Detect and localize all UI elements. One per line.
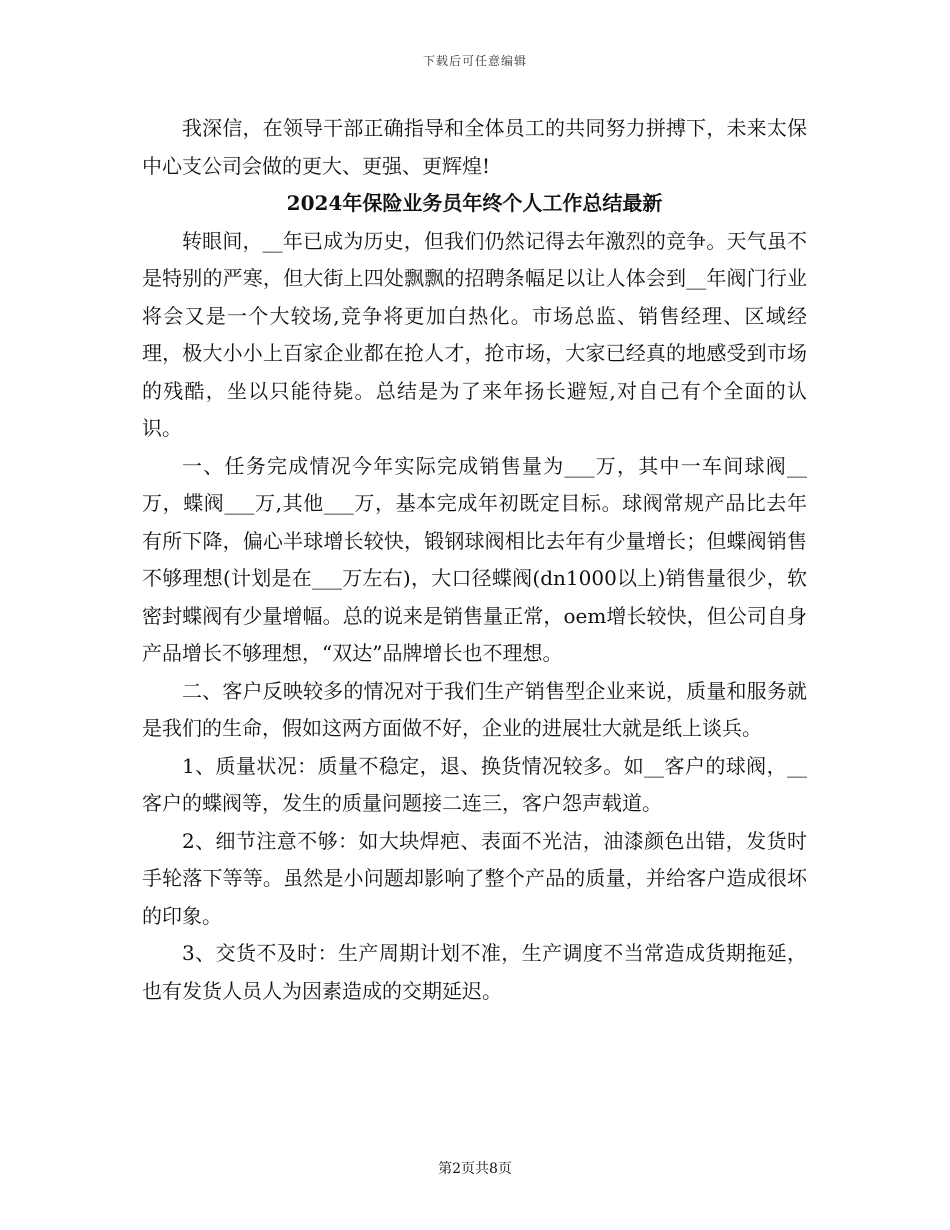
document-title: 2024年保险业务员年终个人工作总结最新 (286, 191, 663, 215)
page-footer: 第2页共8页 (438, 1161, 512, 1177)
paragraph-section-1: 一、任务完成情况今年实际完成销售量为___万，其中一车间球阀__万，蝶阀___万,其他___万，基本完成年初既定目标。球阀常规产品比去年有所下降，偏心半球增长较快，锻钢球阀相比去年有少量增长；但蝶阀销售不够理想(计划是在___万左右)，大口径蝶阀(dn1000以上)销售量很少，软密封蝶阀有少量增幅。总的说来是销售量正常，oem增长较快，但公司自身产品增长不够理想，“双达”品牌增长也不理想。 (142, 453, 807, 665)
document-body (142, 110, 807, 1010)
paragraph-conclusion: 我深信，在领导干部正确指导和全体员工的共同努力拼搏下，未来太保中心支公司会做的更大、更强、更辉煌! (142, 116, 807, 178)
paragraph-item-2: 2、细节注意不够：如大块焊疤、表面不光洁，油漆颜色出错，发货时手轮落下等等。虽然是小问题却影响了整个产品的质量，并给客户造成很坏的印象。 (142, 828, 807, 928)
paragraph-item-3: 3、交货不及时：生产周期计划不准，生产调度不当常造成货期拖延，也有发货人员人为因素造成的交期延迟。 (142, 941, 807, 1003)
paragraph-intro: 转眼间，__年已成为历史，但我们仍然记得去年激烈的竞争。天气虽不是特别的严寒，但大街上四处飘飘的招聘条幅足以让人体会到__年阀门行业将会又是一个大较场,竞争将更加白热化。市场总监、销售经理、区域经理，极大小小上百家企业都在抢人才，抢市场，大家已经真的地感受到市场的残酷，坐以只能待毙。总结是为了来年扬长避短,对自己有个全面的认识。 (142, 228, 807, 440)
page-header: 下载后可任意编辑 (422, 54, 527, 68)
paragraph-item-1: 1、质量状况：质量不稳定，退、换货情况较多。如__客户的球阀，__客户的蝶阀等，发生的质量问题接二连三，客户怨声载道。 (142, 753, 807, 815)
paragraph-section-2: 二、客户反映较多的情况对于我们生产销售型企业来说，质量和服务就是我们的生命，假如这两方面做不好，企业的进展壮大就是纸上谈兵。 (142, 678, 807, 740)
